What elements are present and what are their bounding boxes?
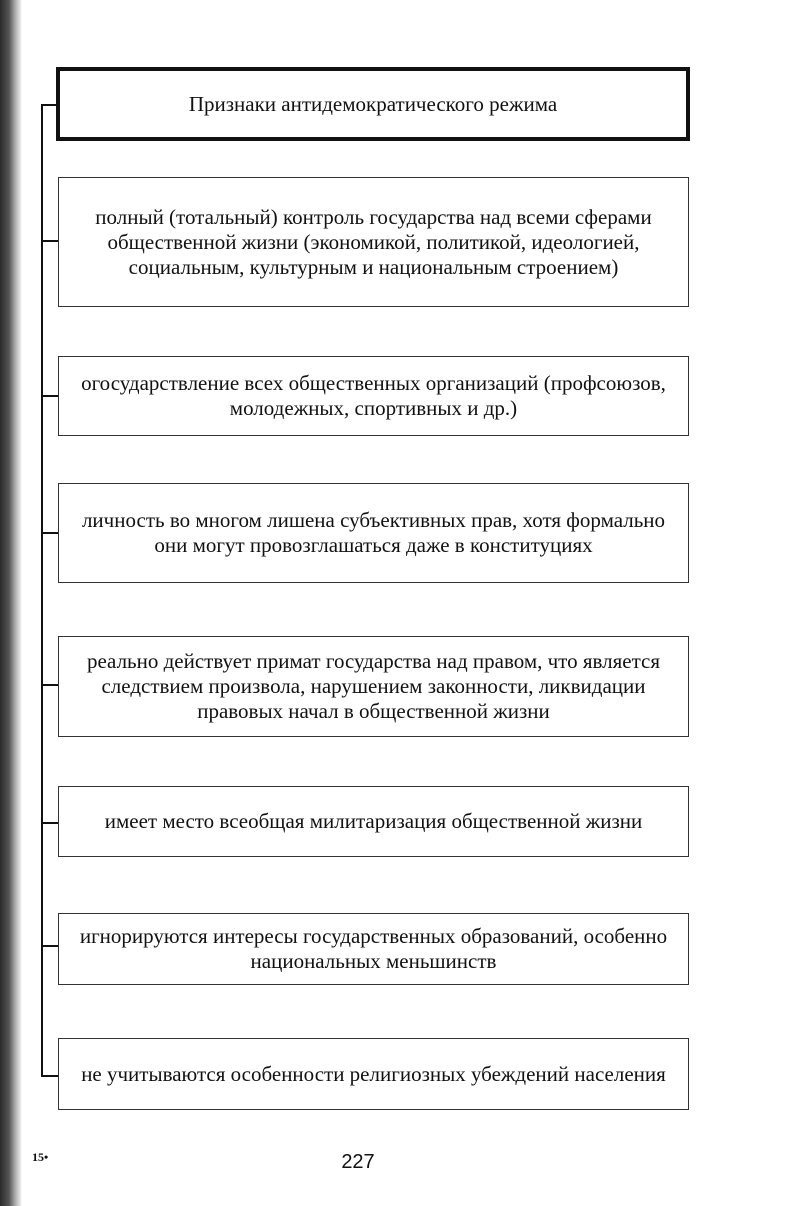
feature-box-6 [58, 913, 689, 985]
diagram-title: Признаки антидемократического режима [188, 91, 558, 116]
connector-tick-3 [41, 532, 59, 534]
page-number: 227 [341, 1151, 375, 1173]
signature-mark: 15• [32, 1150, 49, 1164]
connector-tick-2 [41, 395, 59, 397]
feature-box-5 [58, 786, 689, 857]
connector-spine [41, 104, 43, 1077]
feature-box-4 [58, 636, 689, 737]
feature-text: личность во многом лишена субъективных прав, хотя формально они могут провозглашаться даже в конституциях [81, 508, 666, 557]
feature-box-1 [58, 177, 689, 307]
feature-text: огосударствление всех общественных организаций (профсоюзов, молодежных, спортивных и др.) [81, 371, 666, 420]
connector-tick-5 [41, 822, 59, 824]
feature-text: полный (тотальный) контроль государства над всеми сферами общественной жизни (экономикой, политикой, идеологией, социальным, культурным и национальным строением) [95, 204, 652, 279]
book-binding-shadow [0, 0, 22, 1206]
feature-box-7 [58, 1038, 689, 1110]
connector-tick-6 [41, 945, 59, 947]
feature-box-2 [58, 356, 689, 436]
connector-tick-7 [41, 1075, 59, 1077]
feature-box-3 [58, 483, 689, 583]
feature-text: не учитываются особенности религиозных убеждений населения [81, 1061, 666, 1086]
feature-text: имеет место всеобщая милитаризация общественной жизни [104, 809, 643, 833]
connector-tick-4 [41, 684, 59, 686]
feature-text: реально действует примат государства над правом, что является следствием произвола, нарушением законности, ликвидации правовых начал в общественной жизни [86, 649, 660, 723]
feature-text: игнорируются интересы государственных образований, особенно национальных меньшинств [79, 924, 668, 973]
diagram-title-box [56, 67, 690, 141]
connector-tick-1 [41, 240, 59, 242]
